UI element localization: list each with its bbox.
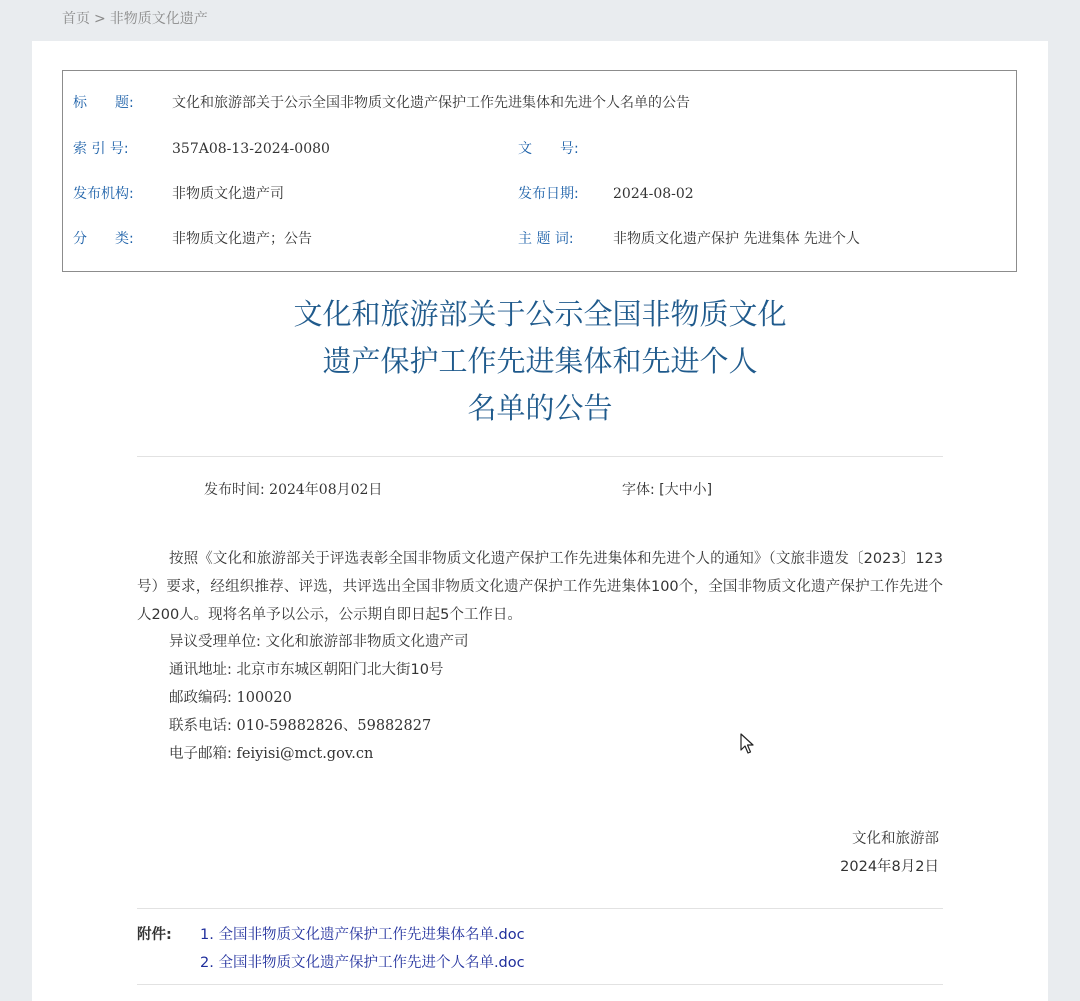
publish-time xyxy=(204,479,382,499)
meta-category-value: 非物质文化遗产；公告 xyxy=(172,231,312,247)
meta-index-label: 索 引 号: xyxy=(73,141,129,157)
article-title-line: 文化和旅游部关于公示全国非物质文化 xyxy=(293,297,787,331)
contact-label: 通讯地址: xyxy=(169,662,232,678)
font-size-label: 字体: xyxy=(622,482,655,498)
meta-keywords-label: 主 题 词: xyxy=(518,231,574,247)
meta-row-org xyxy=(73,182,1003,206)
article-title-line: 遗产保护工作先进集体和先进个人 xyxy=(322,344,758,378)
meta-title-label: 标 题: xyxy=(73,95,134,111)
font-size-medium-button[interactable]: 中 xyxy=(678,482,693,498)
title-divider xyxy=(137,456,943,457)
attachment-link-individuals[interactable]: 2. 全国非物质文化遗产保护工作先进个人名单.doc xyxy=(200,955,525,971)
contact-email xyxy=(169,740,373,768)
signature-org: 文化和旅游部 xyxy=(852,831,939,847)
article-body xyxy=(137,545,943,629)
article-title-line: 名单的公告 xyxy=(467,391,613,425)
contact-phone xyxy=(169,712,431,740)
contact-value: 100020 xyxy=(236,690,292,706)
contact-address xyxy=(169,656,443,684)
contact-objection-unit xyxy=(169,628,469,656)
meta-keywords-value: 非物质文化遗产保护 先进集体 先进个人 xyxy=(613,231,860,247)
meta-docno-label: 文 号: xyxy=(518,141,579,157)
breadcrumb-current-link[interactable]: 非物质文化遗产 xyxy=(109,11,208,27)
font-size-bracket-open: [ xyxy=(659,482,665,498)
meta-row-index xyxy=(73,137,1003,161)
publish-time-label: 发布时间: xyxy=(204,482,265,498)
attachment-link-collectives[interactable]: 1. 全国非物质文化遗产保护工作先进集体名单.doc xyxy=(200,927,525,943)
signature-date: 2024年8月2日 xyxy=(840,859,939,875)
breadcrumb-home-link[interactable]: 首页 xyxy=(62,11,90,27)
meta-index-value: 357A08-13-2024-0080 xyxy=(172,141,330,157)
attachments-label: 附件: xyxy=(137,927,172,943)
contact-value: 文化和旅游部非物质文化遗产司 xyxy=(265,634,469,650)
contact-label: 异议受理单位: xyxy=(169,634,261,650)
contact-label: 邮政编码: xyxy=(169,690,232,706)
article-title xyxy=(32,291,1048,432)
font-size-small-button[interactable]: 小 xyxy=(692,482,707,498)
contact-value: 010-59882826、59882827 xyxy=(236,718,432,734)
meta-category-label: 分 类: xyxy=(73,231,134,247)
meta-title-value: 文化和旅游部关于公示全国非物质文化遗产保护工作先进集体和先进个人名单的公告 xyxy=(172,95,690,111)
meta-org-label: 发布机构: xyxy=(73,186,134,202)
contact-value: feiyisi@mct.gov.cn xyxy=(236,746,374,762)
document-metadata-table xyxy=(62,70,1017,272)
contact-value: 北京市东城区朝阳门北大街10号 xyxy=(236,662,444,678)
article-page xyxy=(32,41,1048,1001)
bottom-divider xyxy=(137,984,943,985)
font-size-large-button[interactable]: 大 xyxy=(664,482,679,498)
meta-row-category xyxy=(73,227,1003,251)
publish-time-value: 2024年08月02日 xyxy=(269,482,383,498)
contact-postcode xyxy=(169,684,292,712)
mouse-pointer-icon xyxy=(740,733,756,755)
breadcrumb xyxy=(62,8,208,28)
font-size-selector xyxy=(622,479,712,499)
font-size-bracket-close: ] xyxy=(706,482,713,498)
contact-label: 电子邮箱: xyxy=(169,746,232,762)
breadcrumb-separator: > xyxy=(94,11,106,27)
meta-date-label: 发布日期: xyxy=(518,186,579,202)
contact-label: 联系电话: xyxy=(169,718,232,734)
meta-date-value: 2024-08-02 xyxy=(613,186,694,202)
meta-org-value: 非物质文化遗产司 xyxy=(172,186,284,202)
article-paragraph: 按照《文化和旅游部关于评选表彰全国非物质文化遗产保护工作先进集体和先进个人的通知》（文旅非遗发〔2023〕123号）要求，经组织推荐、评选，共评选出全国非物质文化遗产保护工作先进集体100个，全国非物质文化遗产保护工作先进个人200人。现将名单予以公示，公示期自即日起5个工作日。 xyxy=(137,551,943,623)
attachments-divider xyxy=(137,908,943,909)
